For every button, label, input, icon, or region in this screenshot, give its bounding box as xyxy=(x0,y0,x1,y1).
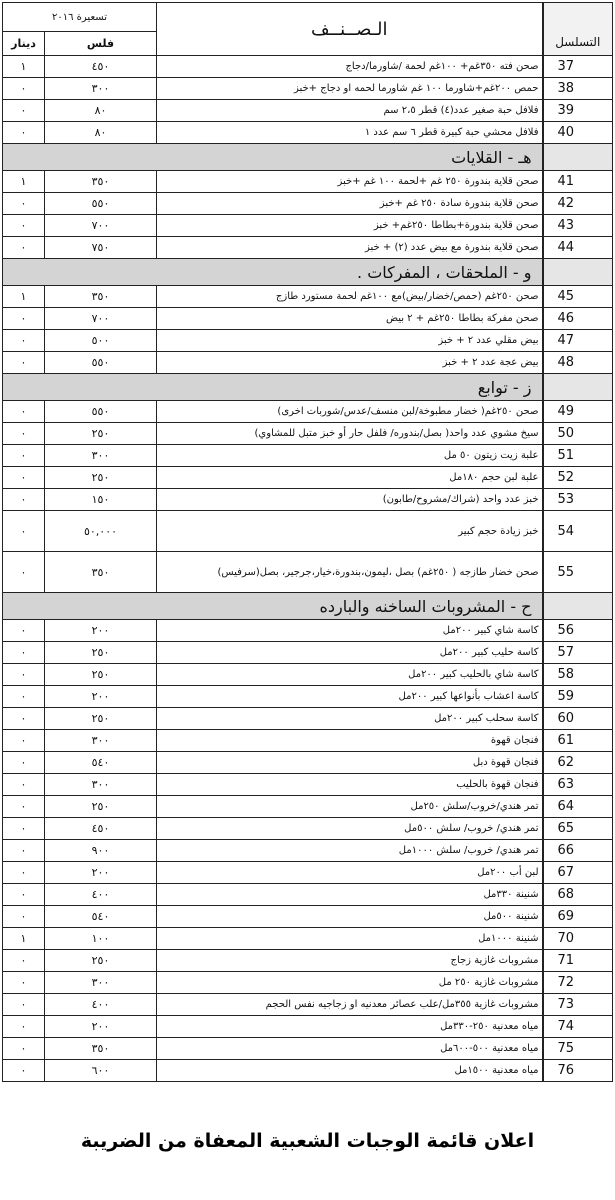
price-title: تسعيرة ٢٠١٦ xyxy=(3,3,157,32)
dinar-cell: ٠ xyxy=(3,818,45,840)
dinar-cell: ٠ xyxy=(3,686,45,708)
item-description: تمر هندي/ خروب/ سلش ١٠٠٠مل xyxy=(157,840,543,862)
item-description: صحن قلاية بندورة سادة ٢٥٠ غم +خبز xyxy=(157,193,543,215)
dinar-cell: ٠ xyxy=(3,862,45,884)
item-description: فنجان قهوة xyxy=(157,730,543,752)
section-title: و - الملحقات ، المفركات . xyxy=(3,259,543,286)
sequence-number: 49 xyxy=(543,401,613,423)
dinar-cell: ٠ xyxy=(3,330,45,352)
fils-cell: ٩٠٠ xyxy=(45,840,157,862)
fils-cell: ٢٠٠ xyxy=(45,1016,157,1038)
item-description: مشروبات غازية ٢٥٠ مل xyxy=(157,972,543,994)
dinar-cell: ٠ xyxy=(3,401,45,423)
dinar-cell: ٠ xyxy=(3,1060,45,1082)
dinar-cell: ٠ xyxy=(3,552,45,593)
dinar-cell: ٠ xyxy=(3,100,45,122)
fils-cell: ٢٥٠ xyxy=(45,708,157,730)
section-header-row xyxy=(3,259,613,286)
fils-cell: ٤٠٠ xyxy=(45,884,157,906)
category-header: الـصــنــف xyxy=(157,3,543,56)
sequence-number: 44 xyxy=(543,237,613,259)
table-row xyxy=(3,620,613,642)
fils-cell: ٥٥٠ xyxy=(45,193,157,215)
table-row xyxy=(3,308,613,330)
sequence-number: 66 xyxy=(543,840,613,862)
fils-cell: ٢٥٠ xyxy=(45,950,157,972)
sequence-number: 61 xyxy=(543,730,613,752)
item-description: شنينة ٥٠٠مل xyxy=(157,906,543,928)
sequence-number: 74 xyxy=(543,1016,613,1038)
sequence-number: 51 xyxy=(543,445,613,467)
fils-cell: ٣٠٠ xyxy=(45,774,157,796)
table-row xyxy=(3,78,613,100)
sequence-number: 53 xyxy=(543,489,613,511)
item-description: صحن مفركة بطاطا ٢٥٠غم + ٢ بيض xyxy=(157,308,543,330)
dinar-cell: ٠ xyxy=(3,215,45,237)
item-description: مياه معدنية ٢٥٠-٣٣٠مل xyxy=(157,1016,543,1038)
sequence-number: 76 xyxy=(543,1060,613,1082)
fils-cell: ٢٥٠ xyxy=(45,796,157,818)
item-description: شنينة ١٠٠٠مل xyxy=(157,928,543,950)
section-header-row xyxy=(3,593,613,620)
dinar-cell: ٠ xyxy=(3,1038,45,1060)
table-row xyxy=(3,423,613,445)
sequence-number: 60 xyxy=(543,708,613,730)
sequence-number: 73 xyxy=(543,994,613,1016)
item-description: مشروبات غازية ٣٥٥مل/علب عصائر معدنيه او زجاجيه نفس الحجم xyxy=(157,994,543,1016)
item-description: كاسة شاي بالحليب كبير ٢٠٠مل xyxy=(157,664,543,686)
fils-cell: ٢٠٠ xyxy=(45,686,157,708)
item-description: خبز زيادة حجم كبير xyxy=(157,511,543,552)
item-description: حمص ٢٠٠غم+شاورما ١٠٠ غم شاورما لحمه او دجاج +خبز xyxy=(157,78,543,100)
fils-cell: ٣٠٠ xyxy=(45,78,157,100)
sequence-number: 65 xyxy=(543,818,613,840)
table-row xyxy=(3,884,613,906)
item-description: كاسة اعشاب بأنواعها كبير ٢٠٠مل xyxy=(157,686,543,708)
fils-cell: ٥٥٠ xyxy=(45,352,157,374)
section-number-cell xyxy=(543,593,613,620)
dinar-cell: ٠ xyxy=(3,884,45,906)
table-row xyxy=(3,950,613,972)
item-description: فنجان قهوة دبل xyxy=(157,752,543,774)
dinar-cell: ٠ xyxy=(3,664,45,686)
header-row-1 xyxy=(3,3,613,32)
dinar-cell: ١ xyxy=(3,171,45,193)
dinar-cell: ٠ xyxy=(3,752,45,774)
sequence-number: 56 xyxy=(543,620,613,642)
sequence-number: 75 xyxy=(543,1038,613,1060)
sequence-number: 58 xyxy=(543,664,613,686)
section-header-row xyxy=(3,374,613,401)
sequence-number: 68 xyxy=(543,884,613,906)
sequence-number: 64 xyxy=(543,796,613,818)
item-description: علبة لبن حجم ١٨٠مل xyxy=(157,467,543,489)
fils-cell: ٦٠٠ xyxy=(45,1060,157,1082)
dinar-cell: ٠ xyxy=(3,1016,45,1038)
dinar-cell: ٠ xyxy=(3,489,45,511)
item-description: صحن ٢٥٠غم( خضار مطبوخة/لبن منسف/عدس/شوربات اخرى) xyxy=(157,401,543,423)
item-description: صحن قلاية بندورة+بطاطا ٢٥٠غم+ خبز xyxy=(157,215,543,237)
dinar-cell: ٠ xyxy=(3,972,45,994)
table-row xyxy=(3,840,613,862)
section-number-cell xyxy=(543,374,613,401)
dinar-cell: ٠ xyxy=(3,774,45,796)
fils-cell: ٥٥٠ xyxy=(45,401,157,423)
sequence-number: 72 xyxy=(543,972,613,994)
fils-cell: ٥٤٠ xyxy=(45,752,157,774)
fils-cell: ٧٠٠ xyxy=(45,308,157,330)
item-description: بيض مقلي عدد ٢ + خبز xyxy=(157,330,543,352)
dinar-cell: ١ xyxy=(3,286,45,308)
dinar-cell: ٠ xyxy=(3,423,45,445)
fils-cell: ٤٥٠ xyxy=(45,818,157,840)
table-row xyxy=(3,56,613,78)
fils-cell: ٤٥٠ xyxy=(45,56,157,78)
item-description: صحن فته ٣٥٠غم+ ١٠٠غم لحمة /شاورما/دجاج xyxy=(157,56,543,78)
sequence-number: 37 xyxy=(543,56,613,78)
dinar-header: دينار xyxy=(3,32,45,56)
fils-cell: ٤٠٠ xyxy=(45,994,157,1016)
dinar-cell: ٠ xyxy=(3,730,45,752)
table-row xyxy=(3,994,613,1016)
item-description: بيض عجة عدد ٢ + خبز xyxy=(157,352,543,374)
fils-cell: ٢٥٠ xyxy=(45,467,157,489)
item-description: شنينة ٣٣٠مل xyxy=(157,884,543,906)
table-row xyxy=(3,686,613,708)
fils-cell: ٧٠٠ xyxy=(45,215,157,237)
sequence-number: 71 xyxy=(543,950,613,972)
sequence-number: 69 xyxy=(543,906,613,928)
sequence-header: التسلسل xyxy=(543,3,613,56)
sequence-number: 67 xyxy=(543,862,613,884)
sequence-number: 43 xyxy=(543,215,613,237)
price-table xyxy=(2,2,613,1082)
fils-cell: ٣٠٠ xyxy=(45,445,157,467)
section-title: ز - توابع xyxy=(3,374,543,401)
table-row xyxy=(3,237,613,259)
sequence-number: 62 xyxy=(543,752,613,774)
table-row xyxy=(3,708,613,730)
table-row xyxy=(3,511,613,552)
sequence-number: 48 xyxy=(543,352,613,374)
fils-cell: ٨٠ xyxy=(45,100,157,122)
sequence-number: 40 xyxy=(543,122,613,144)
sequence-number: 46 xyxy=(543,308,613,330)
item-description: علبة زيت زيتون ٥٠ مل xyxy=(157,445,543,467)
table-row xyxy=(3,552,613,593)
dinar-cell: ٠ xyxy=(3,511,45,552)
dinar-cell: ١ xyxy=(3,56,45,78)
item-description: صحن قلاية بندورة ٢٥٠ غم +لحمة ١٠٠ غم +خبز xyxy=(157,171,543,193)
sequence-number: 45 xyxy=(543,286,613,308)
item-description: صحن قلاية بندورة مع بيض عدد (٢) + خبز xyxy=(157,237,543,259)
dinar-cell: ١ xyxy=(3,928,45,950)
item-description: مشروبات غازية زجاج xyxy=(157,950,543,972)
item-description: مياه معدنية ١٥٠٠مل xyxy=(157,1060,543,1082)
item-description: صحن خضار طازجه ( ٢٥٠غم) بصل ،ليمون،بندورة،خيار،جرجير، بصل(سرفيس) xyxy=(157,552,543,593)
sequence-number: 52 xyxy=(543,467,613,489)
fils-cell: ١٥٠ xyxy=(45,489,157,511)
sequence-number: 57 xyxy=(543,642,613,664)
table-row xyxy=(3,352,613,374)
dinar-cell: ٠ xyxy=(3,840,45,862)
item-description: خبز عدد واحد (شراك/مشروح/طابون) xyxy=(157,489,543,511)
section-header-row xyxy=(3,144,613,171)
sequence-number: 39 xyxy=(543,100,613,122)
dinar-cell: ٠ xyxy=(3,906,45,928)
table-row xyxy=(3,100,613,122)
table-row xyxy=(3,445,613,467)
dinar-cell: ٠ xyxy=(3,237,45,259)
sequence-number: 54 xyxy=(543,511,613,552)
item-description: سيخ مشوي عدد واحد( بصل/بندوره/ فلفل حار أو خبز متبل للمشاوي) xyxy=(157,423,543,445)
announcement-title: اعلان قائمة الوجبات الشعبية المعفاة من الضريبة xyxy=(80,1130,535,1152)
table-row xyxy=(3,330,613,352)
fils-cell: ٣٥٠ xyxy=(45,552,157,593)
table-row xyxy=(3,642,613,664)
item-description: كاسة حليب كبير ٢٠٠مل xyxy=(157,642,543,664)
item-description: كاسة سحلب كبير ٢٠٠مل xyxy=(157,708,543,730)
table-row xyxy=(3,796,613,818)
fils-cell: ٣٥٠ xyxy=(45,171,157,193)
dinar-cell: ٠ xyxy=(3,994,45,1016)
fils-cell: ٧٥٠ xyxy=(45,237,157,259)
table-row xyxy=(3,171,613,193)
fils-cell: ٣٠٠ xyxy=(45,730,157,752)
table-row xyxy=(3,286,613,308)
table-row xyxy=(3,467,613,489)
section-number-cell xyxy=(543,144,613,171)
fils-cell: ٢٠٠ xyxy=(45,862,157,884)
table-row xyxy=(3,215,613,237)
fils-cell: ٢٥٠ xyxy=(45,664,157,686)
item-description: لبن أب ٢٠٠مل xyxy=(157,862,543,884)
dinar-cell: ٠ xyxy=(3,467,45,489)
table-row xyxy=(3,1038,613,1060)
item-description: فلافل حبة صغير عدد(٤) قطر ٢،٥ سم xyxy=(157,100,543,122)
fils-cell: ٥٤٠ xyxy=(45,906,157,928)
item-description: مياه معدنية ٥٠٠-٦٠٠مل xyxy=(157,1038,543,1060)
table-body xyxy=(3,56,613,1082)
table-row xyxy=(3,818,613,840)
dinar-cell: ٠ xyxy=(3,642,45,664)
fils-cell: ٥٠,٠٠٠ xyxy=(45,511,157,552)
sequence-number: 59 xyxy=(543,686,613,708)
section-title: ح - المشروبات الساخنه والبارده xyxy=(3,593,543,620)
fils-cell: ٣٥٠ xyxy=(45,1038,157,1060)
dinar-cell: ٠ xyxy=(3,352,45,374)
fils-cell: ٢٠٠ xyxy=(45,620,157,642)
table-row xyxy=(3,972,613,994)
dinar-cell: ٠ xyxy=(3,796,45,818)
table-row xyxy=(3,122,613,144)
fils-cell: ١٠٠ xyxy=(45,928,157,950)
dinar-cell: ٠ xyxy=(3,950,45,972)
sequence-number: 47 xyxy=(543,330,613,352)
sequence-number: 42 xyxy=(543,193,613,215)
fils-header: فلس xyxy=(45,32,157,56)
item-description: فنجان قهوة بالحليب xyxy=(157,774,543,796)
section-title: هـ - القلايات xyxy=(3,144,543,171)
dinar-cell: ٠ xyxy=(3,445,45,467)
dinar-cell: ٠ xyxy=(3,620,45,642)
sequence-number: 50 xyxy=(543,423,613,445)
dinar-cell: ٠ xyxy=(3,78,45,100)
fils-cell: ٢٥٠ xyxy=(45,423,157,445)
table-row xyxy=(3,1060,613,1082)
table-row xyxy=(3,1016,613,1038)
table-row xyxy=(3,862,613,884)
section-number-cell xyxy=(543,259,613,286)
fils-cell: ٣٥٠ xyxy=(45,286,157,308)
table-row xyxy=(3,730,613,752)
item-description: فلافل محشي حبة كبيرة قطر ٦ سم عدد ١ xyxy=(157,122,543,144)
dinar-cell: ٠ xyxy=(3,308,45,330)
item-description: كاسة شاي كبير ٢٠٠مل xyxy=(157,620,543,642)
item-description: صحن ٢٥٠غم (حمص/خضار/بيض)مع ١٠٠غم لحمة مستورد طازج xyxy=(157,286,543,308)
sequence-number: 63 xyxy=(543,774,613,796)
sequence-number: 38 xyxy=(543,78,613,100)
table-row xyxy=(3,774,613,796)
item-description: تمر هندي/خروب/سلش ٢٥٠مل xyxy=(157,796,543,818)
fils-cell: ٨٠ xyxy=(45,122,157,144)
table-row xyxy=(3,928,613,950)
sequence-number: 70 xyxy=(543,928,613,950)
table-row xyxy=(3,752,613,774)
table-row xyxy=(3,489,613,511)
sequence-number: 41 xyxy=(543,171,613,193)
dinar-cell: ٠ xyxy=(3,122,45,144)
item-description: تمر هندي/ خروب/ سلش ٥٠٠مل xyxy=(157,818,543,840)
table-row xyxy=(3,664,613,686)
fils-cell: ٥٠٠ xyxy=(45,330,157,352)
dinar-cell: ٠ xyxy=(3,708,45,730)
table-row xyxy=(3,906,613,928)
fils-cell: ٣٠٠ xyxy=(45,972,157,994)
table-row xyxy=(3,401,613,423)
fils-cell: ٢٥٠ xyxy=(45,642,157,664)
sequence-number: 55 xyxy=(543,552,613,593)
table-row xyxy=(3,193,613,215)
dinar-cell: ٠ xyxy=(3,193,45,215)
